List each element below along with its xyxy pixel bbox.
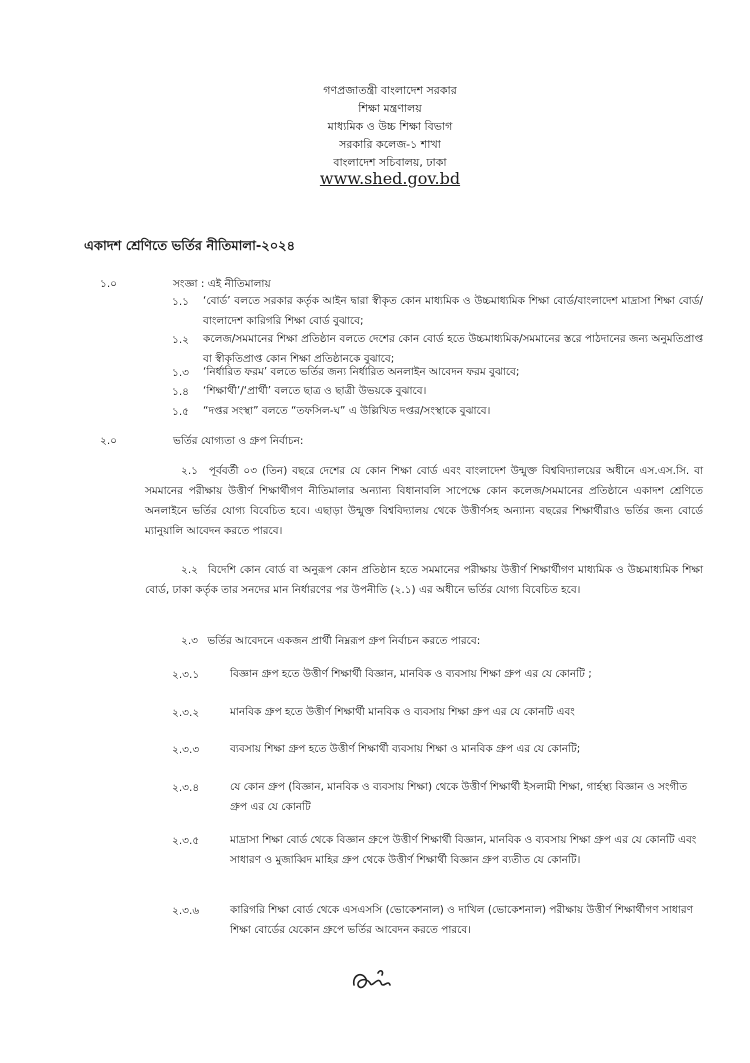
definition-1-3-number: ১.৩: [172, 367, 189, 379]
definition-1-1-number: ১.১: [172, 296, 189, 308]
document-title: একাদশ শ্রেণিতে ভর্তির নীতিমালা-২০২৪: [84, 239, 296, 254]
subitem-2-3-1-number: ২.৩.১: [172, 669, 200, 681]
paragraph-2-2-number: ২.২: [181, 564, 198, 576]
definition-1-4-text: ‘শিক্ষার্থী’/‘প্রার্থী’ বলতে ছাত্র ও ছাত্রী উভয়কে বুঝাবে।: [203, 385, 427, 397]
subitem-2-3-2-text: মানবিক গ্রুপ হতে উত্তীর্ণ শিক্ষার্থী মানবিক ও ব্যবসায় শিক্ষা গ্রুপ এর যে কোনটি এবং: [230, 706, 575, 718]
paragraph-2-3-text: ভর্তির আবেদনে একজন প্রার্থী নিম্নরূপ গ্রুপ নির্বাচন করতে পারবে:: [207, 635, 481, 647]
paragraph-2-2: [145, 560, 703, 600]
header-website-link[interactable]: www.shed.gov.bd: [319, 169, 461, 188]
definition-1-5-text: “দপ্তর সংস্থা” বলতে “তফসিল-ঘ” এ উল্লিখিত দপ্তর/সংস্থাকে বুঝাবে।: [203, 405, 491, 417]
subitem-2-3-6-text: কারিগরি শিক্ষা বোর্ড থেকে এসএসসি (ভোকেশনাল) ও দাখিল (ভোকেশনাল) পরীক্ষায় উত্তীর্ণ শিক্ষার্থীগণ সাধারণ শিক্ষা বোর্ডের যেকোন গ্রুপে ভর্তির আবেদন করতে পারবে।: [230, 904, 693, 936]
subitem-2-3-6-number: ২.৩.৬: [172, 905, 200, 917]
paragraph-2-3-number: ২.৩: [181, 635, 198, 647]
definition-1-2-text: কলেজ/সমমানের শিক্ষা প্রতিষ্ঠান বলতে দেশের কোন বোর্ড হতে উচ্চমাধ্যমিক/সমমানের স্তরে পাঠদানের জন্য অনুমতিপ্রাপ্ত বা স্বীকৃতিপ্রাপ্ত কোন শিক্ষা প্রতিষ্ঠানকে বুঝাবে;: [203, 333, 703, 365]
subitem-2-3-2-number: ২.৩.২: [172, 707, 200, 719]
definition-1-1-text: ‘বোর্ড’ বলতে সরকার কর্তৃক আইন দ্বারা স্বীকৃত কোন মাধ্যমিক ও উচ্চমাধ্যমিক শিক্ষা বোর্ড/বাংলাদেশ মাদ্রাসা শিক্ষা বোর্ড/ বাংলাদেশ কারিগরি শিক্ষা বোর্ড বুঝাবে;: [203, 295, 703, 327]
subitem-2-3-3-number: ২.৩.৩: [172, 744, 200, 756]
section-2-heading: ভর্তির যোগ্যতা ও গ্রুপ নির্বাচন:: [173, 435, 304, 447]
paragraph-2-3: [145, 631, 703, 651]
definition-1-2-number: ১.২: [172, 334, 189, 346]
subitem-2-3-1-text: বিজ্ঞান গ্রুপ হতে উত্তীর্ণ শিক্ষার্থী বিজ্ঞান, মানবিক ও ব্যবসায় শিক্ষা গ্রুপ এর যে কোনটি ;: [230, 668, 592, 680]
section-1-heading: সংজ্ঞা : এই নীতিমালায়: [173, 278, 271, 290]
header-line-division: মাধ্যমিক ও উচ্চ শিক্ষা বিভাগ: [327, 120, 453, 133]
paragraph-2-1-text: পূর্ববর্তী ০৩ (তিন) বছরে দেশের যে কোন শিক্ষা বোর্ড এবং বাংলাদেশ উন্মুক্ত বিশ্ববিদ্যালয়ের অধীনে এস.এস.সি. বা সমমানের পরীক্ষায় উত্তীর্ণ শিক্ষার্থীগণ নীতিমালার অন্যান্য বিধানাবলি সাপেক্ষে কোন কলেজ/সমমানের প্রতিষ্ঠানে একাদশ শ্রেণিতে অনলাইনে ভর্তির যোগ্য বিবেচিত হবে। এছাড়া উন্মুক্ত বিশ্ববিদ্যালয় থেকে উত্তীর্ণসহ অন্যান্য বছরের শিক্ষার্থীরাও ভর্তির জন্য বোর্ডে ম্যানুয়ালি আবেদন করতে পারবে।: [145, 465, 703, 537]
section-2-number: ২.০: [100, 435, 117, 447]
subitem-2-3-3-text: ব্যবসায় শিক্ষা গ্রুপ হতে উত্তীর্ণ শিক্ষার্থী ব্যবসায় শিক্ষা ও মানবিক গ্রুপ এর যে কোনটি;: [230, 743, 581, 755]
subitem-2-3-4-text: যে কোন গ্রুপ (বিজ্ঞান, মানবিক ও ব্যবসায় শিক্ষা) থেকে উত্তীর্ণ শিক্ষার্থী ইসলামী শিক্ষা, গার্হস্থ্য বিজ্ঞান ও সংগীত গ্রুপ এর যে কোনটি: [230, 781, 688, 813]
header-line-branch: সরকারি কলেজ-১ শাখা: [339, 138, 441, 151]
definition-1-4-number: ১.৪: [172, 386, 189, 398]
subitem-2-3-5-number: ২.৩.৫: [172, 835, 200, 847]
paragraph-2-1: [145, 461, 703, 541]
header-line-ministry: শিক্ষা মন্ত্রণালয়: [358, 102, 422, 115]
paragraph-2-2-text: বিদেশি কোন বোর্ড বা অনুরূপ কোন প্রতিষ্ঠান হতে সমমানের পরীক্ষায় উত্তীর্ণ শিক্ষার্থীগণ মাধ্যমিক ও উচ্চমাধ্যমিক শিক্ষা বোর্ড, ঢাকা কর্তৃক তার সনদের মান নির্ধারণের পর উপনীতি (২.১) এর অধীনে ভর্তির যোগ্য বিবেচিত হবে।: [145, 564, 704, 596]
header-line-secretariat: বাংলাদেশ সচিবালয়, ঢাকা: [333, 156, 447, 169]
subitem-2-3-5-text: মাদ্রাসা শিক্ষা বোর্ড থেকে বিজ্ঞান গ্রুপে উত্তীর্ণ শিক্ষার্থী বিজ্ঞান, মানবিক ও ব্যবসায় শিক্ষা গ্রুপ এর যে কোনটি এবং সাধারণ ও মুজাব্বিদ মাহির গ্রুপ থেকে উত্তীর্ণ শিক্ষার্থী বিজ্ঞান গ্রুপ ব্যতীত যে কোনটি।: [230, 834, 697, 866]
definition-1-3-text: ‘নির্ধারিত ফরম’ বলতে ভর্তির জন্য নির্ধারিত অনলাইন আবেদন ফরম বুঝাবে;: [203, 366, 520, 378]
paragraph-2-1-number: ২.১: [181, 465, 198, 477]
signature-initials-mark: [348, 965, 398, 999]
subitem-2-3-4-number: ২.৩.৪: [172, 782, 200, 794]
header-line-government: গণপ্রজাতন্ত্রী বাংলাদেশ সরকার: [323, 84, 457, 97]
section-1-number: ১.০: [100, 278, 117, 290]
definition-1-5-number: ১.৫: [172, 406, 189, 418]
